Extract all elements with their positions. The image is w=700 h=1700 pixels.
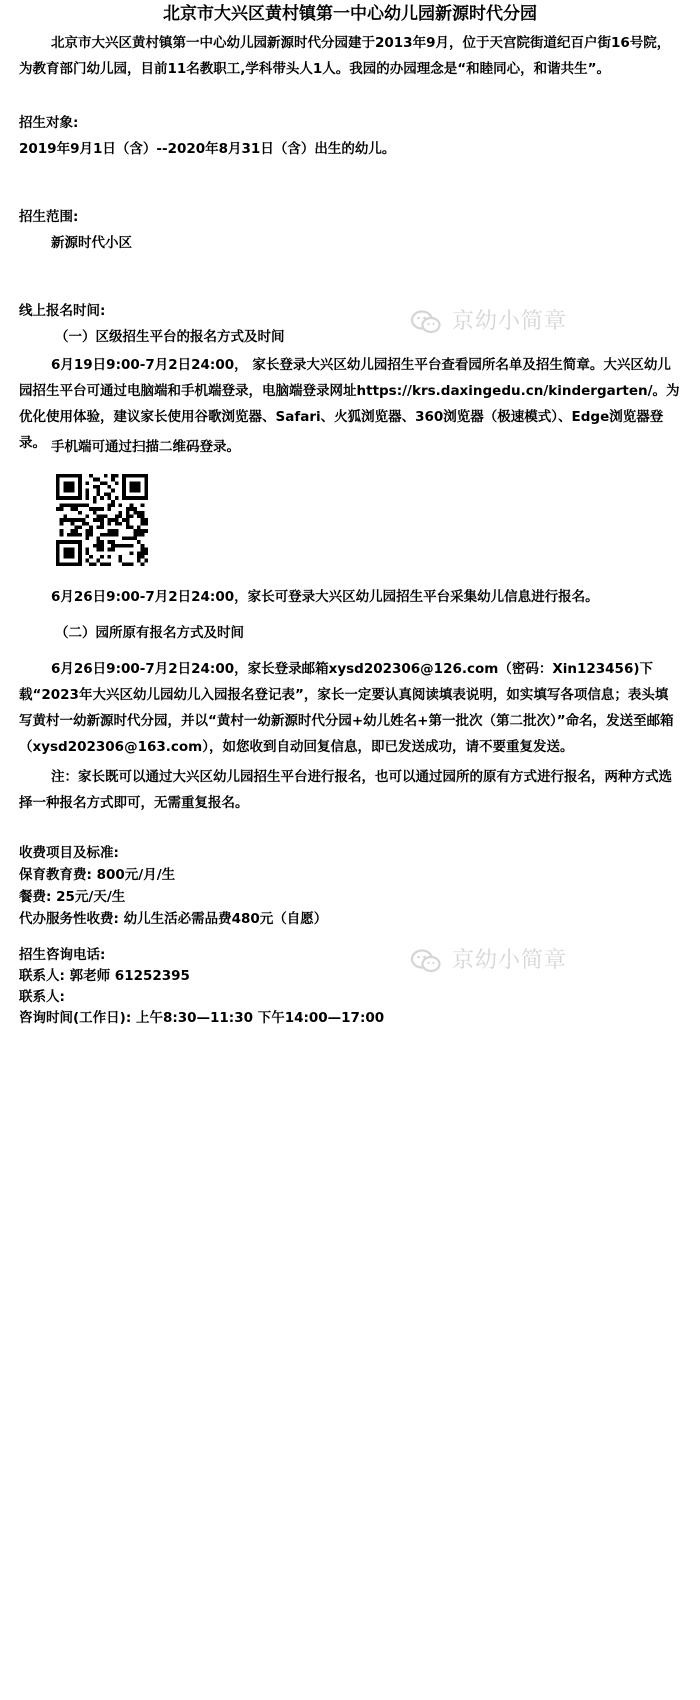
contact-heading: 招生咨询电话: [19, 947, 106, 963]
online-paragraph-email: 6月26日9:00-7月2日24:00，家长登录邮箱xysd202306@126.com（密码：Xin123456)下载“2023年大兴区幼儿园幼儿入园报名登记表”，家长一定要认真阅读填表说明，如实填写各项信息；表头填写黄村一幼新源时代分园，并以“黄村一幼新源时代分园+幼儿姓名+第一批次（第二批次）”命名，发送至邮箱（xysd202306@163.com），如您收到自动回复信息，即已发送成功，请不要重复发送。 [19, 661, 674, 755]
online-subheading-district: （一）区级招生平台的报名方式及时间 [55, 329, 285, 345]
online-heading: 线上报名时间: [19, 303, 106, 319]
online-paragraph-platform: 6月19日9:00-7月2日24:00， 家长登录大兴区幼儿园招生平台查看园所名单及招生简章。大兴区幼儿园招生平台可通过电脑端和手机端登录，电脑端登录网址https://krs.daxingedu.cn/kindergarten/。为优化使用体验，建议家长使用谷歌浏览器、Safari、火狐浏览器、360浏览器（极速模式）、Edge浏览器登录。 [19, 357, 680, 451]
contact-section [19, 945, 681, 1029]
contact-person-1: 联系人: 郭老师 61252395 [19, 968, 190, 984]
qr-code-image [56, 474, 148, 566]
watermark-text: 京幼小简章 [452, 309, 568, 334]
target-heading: 招生对象: [19, 115, 79, 131]
fees-tuition: 保育教育费: 800元/月/生 [19, 867, 176, 883]
scope-text: 新源时代小区 [51, 235, 132, 251]
contact-person-2: 联系人: [19, 989, 65, 1005]
target-section [19, 110, 681, 162]
fees-meal: 餐费: 25元/天/生 [19, 889, 126, 905]
online-section-header [19, 298, 681, 350]
contact-hours: 咨询时间(工作日): 上午8:30—11:30 下午14:00—17:00 [19, 1010, 385, 1026]
online-paragraph-collect: 6月26日9:00-7月2日24:00，家长可登录大兴区幼儿园招生平台采集幼儿信息进行报名。 [51, 589, 599, 605]
target-text: 2019年9月1日（含）--2020年8月31日（含）出生的幼儿。 [19, 141, 396, 157]
online-note: 注：家长既可以通过大兴区幼儿园招生平台进行报名，也可以通过园所的原有方式进行报名，两种方式选择一种报名方式即可，无需重复报名。 [19, 769, 672, 811]
fees-service: 代办服务性收费: 幼儿生活必需品费480元（自愿） [19, 911, 328, 927]
wechat-icon [410, 309, 442, 335]
watermark-top [410, 307, 567, 337]
watermark-bottom [410, 946, 567, 976]
scope-heading: 招生范围: [19, 209, 79, 225]
online-paragraph-qrcode: 手机端可通过扫描二维码登录。 [51, 439, 240, 455]
intro-paragraph: 北京市大兴区黄村镇第一中心幼儿园新源时代分园建于2013年9月，位于天宫院街道纪百户街16号院，为教育部门幼儿园，目前11名教职工,学科带头人1人。我园的办园理念是“和睦同心，和谐共生”。 [19, 35, 671, 77]
page-title: 北京市大兴区黄村镇第一中心幼儿园新源时代分园 [163, 4, 537, 24]
scope-section [19, 204, 681, 256]
fees-section [19, 842, 681, 930]
fees-heading: 收费项目及标准: [19, 845, 119, 861]
online-subheading-kindergarten: （二）园所原有报名方式及时间 [55, 625, 244, 641]
wechat-icon [410, 948, 442, 974]
watermark-text: 京幼小简章 [452, 948, 568, 973]
